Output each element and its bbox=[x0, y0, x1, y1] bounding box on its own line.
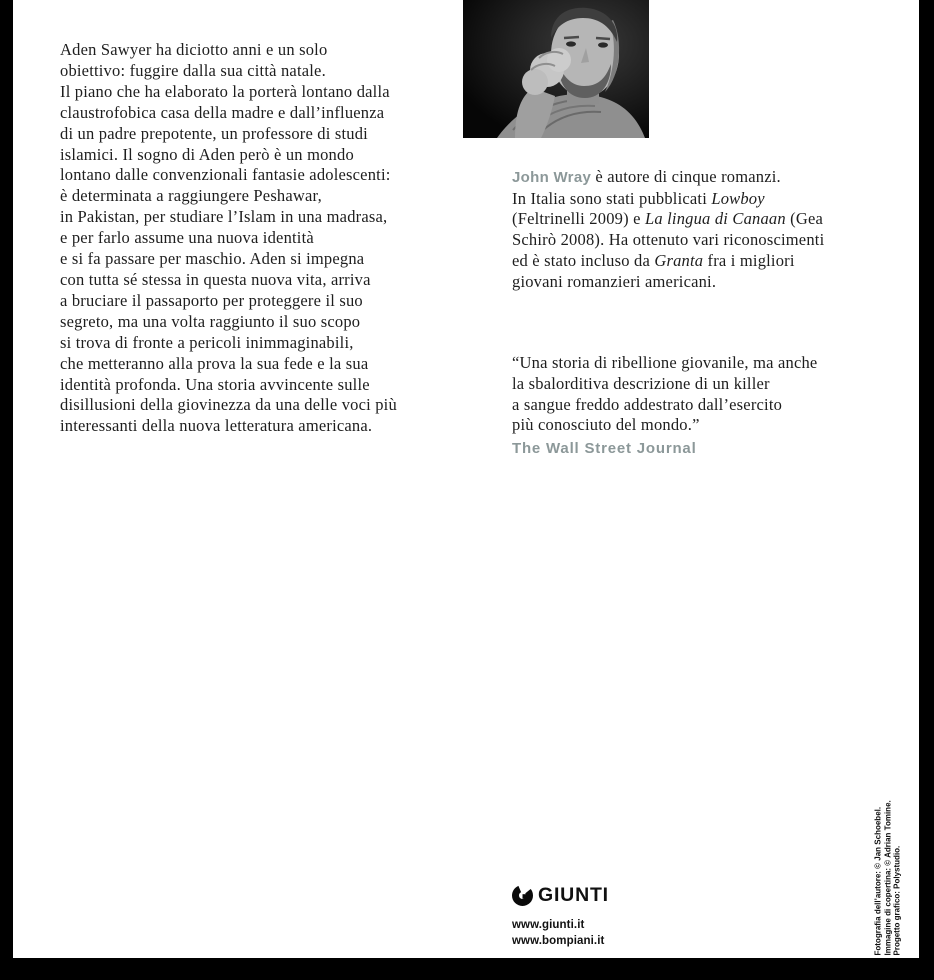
synopsis-line: islamici. Il sogno di Aden però è un mondo bbox=[60, 144, 354, 164]
synopsis-line: segreto, ma una volta raggiunto il suo scopo bbox=[60, 311, 361, 331]
text-segment: fra i migliori bbox=[703, 250, 795, 270]
synopsis-line: e per farlo assume una nuova identità bbox=[60, 228, 314, 248]
author-bio bbox=[512, 167, 872, 292]
synopsis-line: con tutta sé stessa in questa nuova vita, arriva bbox=[60, 269, 371, 289]
synopsis-line: interessanti della nuova letteratura americana. bbox=[60, 416, 373, 436]
author-portrait-illustration bbox=[463, 0, 649, 138]
bio-line bbox=[512, 189, 872, 210]
synopsis-line: obiettivo: fuggire dalla sua città natale. bbox=[60, 60, 326, 80]
frame-left-bar bbox=[0, 0, 13, 980]
synopsis-line: claustrofobica casa della madre e dall’influenza bbox=[60, 102, 385, 122]
text-segment: è autore di cinque romanzi. bbox=[591, 167, 781, 186]
giunti-g-logo-icon bbox=[512, 885, 533, 906]
bio-line bbox=[512, 272, 872, 293]
text-segment: In Italia sono stati pubblicati bbox=[512, 188, 712, 208]
synopsis-line: Il piano che ha elaborato la porterà lontano dalla bbox=[60, 81, 390, 101]
text-segment: Schirò 2008). Ha ottenuto vari riconoscimenti bbox=[512, 230, 825, 250]
quote-line: “Una storia di ribellione giovanile, ma anche bbox=[512, 353, 818, 372]
synopsis-line: in Pakistan, per studiare l’Islam in una madrasa, bbox=[60, 207, 388, 227]
review-quote-lines bbox=[512, 353, 902, 436]
text-segment: John Wray bbox=[512, 169, 592, 186]
synopsis-line: disillusioni della giovinezza da una delle voci più bbox=[60, 395, 397, 415]
text-segment: Granta bbox=[654, 250, 704, 270]
credit-line: Immagine di copertina: © Adrian Tomine. bbox=[883, 799, 892, 955]
synopsis-line: a bruciare il passaporto per proteggere il suo bbox=[60, 290, 363, 310]
quote-line: più conosciuto del mondo.” bbox=[512, 415, 700, 435]
credit-line: Progetto grafico: Polystudio. bbox=[892, 845, 902, 955]
text-segment: giovani romanzieri americani. bbox=[512, 271, 717, 291]
synopsis-line: Aden Sawyer ha diciotto anni e un solo bbox=[60, 40, 328, 59]
synopsis-text bbox=[60, 40, 440, 437]
photo-credits bbox=[874, 800, 903, 955]
frame-right-bar bbox=[919, 0, 934, 980]
synopsis-line: e si fa passare per maschio. Aden si impegna bbox=[60, 249, 365, 269]
synopsis-line: si trova di fronte a pericoli inimmaginabili, bbox=[60, 332, 354, 352]
synopsis-line: è determinata a raggiungere Peshawar, bbox=[60, 186, 322, 206]
quote-line: a sangue freddo addestrato dall’esercito bbox=[512, 394, 783, 414]
text-segment: Lowboy bbox=[711, 188, 765, 208]
text-segment: (Gea bbox=[785, 209, 824, 229]
synopsis-line: lontano dalle convenzionali fantasie adolescenti: bbox=[60, 165, 391, 185]
publisher-block bbox=[512, 884, 609, 949]
text-segment: La lingua di Canaan bbox=[644, 209, 786, 229]
publisher-logo-text: GIUNTI bbox=[538, 884, 609, 906]
quote-attribution: The Wall Street Journal bbox=[512, 440, 697, 458]
text-segment: ed è stato incluso da bbox=[512, 250, 655, 270]
quote-line: la sbalorditiva descrizione di un killer bbox=[512, 373, 770, 393]
frame-bottom-bar bbox=[0, 958, 934, 980]
bio-line bbox=[512, 209, 872, 230]
bio-line bbox=[512, 230, 872, 251]
publisher-logo bbox=[512, 884, 609, 907]
publisher-url: www.giunti.it bbox=[512, 919, 585, 931]
bio-line bbox=[512, 167, 872, 189]
author-photo bbox=[463, 0, 649, 138]
publisher-url: www.bompiani.it bbox=[512, 935, 605, 947]
synopsis-line: identità profonda. Una storia avvincente sulle bbox=[60, 374, 370, 394]
publisher-urls bbox=[512, 917, 609, 949]
credit-line: Fotografia dell’autore: © Jan Schoebel. bbox=[873, 806, 883, 955]
bio-line bbox=[512, 251, 872, 272]
synopsis-line: di un padre prepotente, un professore di studi bbox=[60, 123, 368, 143]
synopsis-line: che metteranno alla prova la sua fede e la sua bbox=[60, 353, 369, 373]
text-segment: (Feltrinelli 2009) e bbox=[512, 209, 645, 229]
review-quote bbox=[512, 353, 902, 460]
